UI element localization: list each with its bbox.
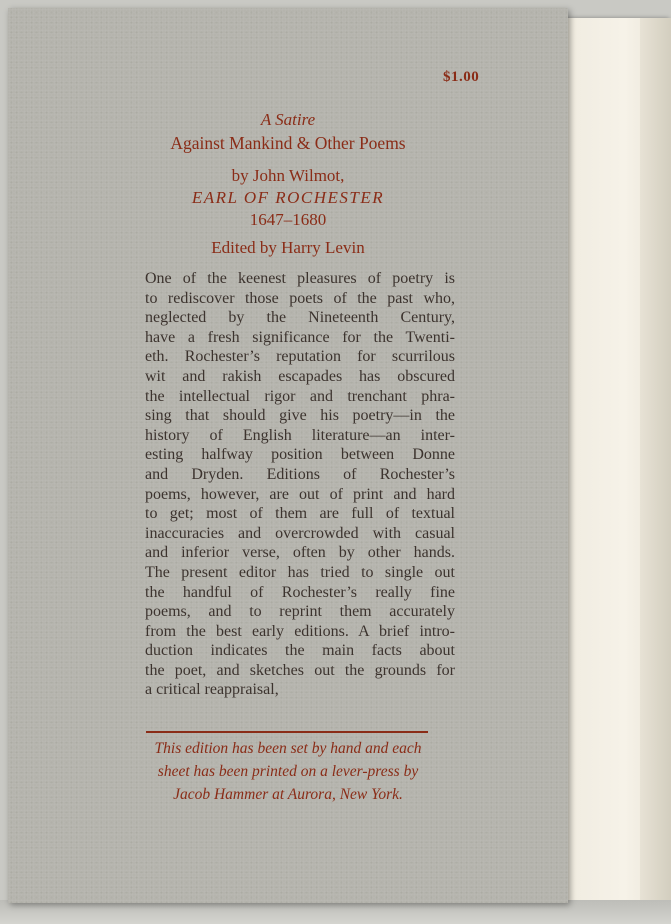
description-line: eth. Rochester’s reputation for scurrilous xyxy=(145,348,455,366)
description-line: from the best early editions. A brief intro- xyxy=(145,622,455,640)
description-line: and inferior verse, often by other hands. xyxy=(145,544,455,562)
description-line: have a fresh significance for the Twenti- xyxy=(145,328,455,346)
colophon-line: This edition has been set by hand and each xyxy=(154,740,422,757)
description-line: inaccuracies and overcrowded with casual xyxy=(145,524,455,542)
colophon-text xyxy=(8,737,568,806)
book-pages-edge xyxy=(640,18,671,918)
author-line: by John Wilmot, xyxy=(231,166,345,185)
description-line: poems, however, are out of print and hard xyxy=(145,485,455,503)
divider-rule xyxy=(146,731,428,733)
description-line: to rediscover those poets of the past who, xyxy=(145,289,455,307)
description-line: wit and rakish escapades has obscured xyxy=(145,367,455,385)
price: $1.00 xyxy=(443,69,480,85)
editor-credit: Edited by Harry Levin xyxy=(211,238,365,257)
colophon-line: sheet has been printed on a lever-press by xyxy=(157,763,419,780)
description-line: duction indicates the main facts about xyxy=(145,642,455,660)
bottom-shadow xyxy=(0,900,671,924)
author-dates: 1647–1680 xyxy=(249,210,327,229)
description-line: a critical reappraisal, xyxy=(145,681,279,699)
description-line: the intellectual rigor and trenchant phra- xyxy=(145,387,455,405)
description-line: the poet, and sketches out the grounds for xyxy=(145,661,455,679)
description-line: One of the keenest pleasures of poetry is xyxy=(145,270,455,287)
author-title: EARL OF ROCHESTER xyxy=(191,188,385,207)
description-line: sing that should give his poetry—in the xyxy=(145,407,455,425)
description-line: neglected by the Nineteenth Century, xyxy=(145,309,455,327)
description-line: the handful of Rochester’s really fine xyxy=(145,583,455,601)
description-text xyxy=(145,269,455,700)
title-line-1: A Satire xyxy=(260,110,316,129)
title-line-2: Against Mankind & Other Poems xyxy=(170,133,406,153)
colophon-line: Jacob Hammer at Aurora, New York. xyxy=(173,786,403,803)
description-line: to get; most of them are full of textual xyxy=(145,505,455,523)
description-line: history of English literature—an inter- xyxy=(145,426,455,444)
description-line: esting halfway position between Donne xyxy=(145,446,455,464)
description-line: and Dryden. Editions of Rochester’s xyxy=(145,465,455,483)
dust-jacket-back xyxy=(8,8,568,903)
description-line: poems, and to reprint them accurately xyxy=(145,603,455,621)
description-line: The present editor has tried to single out xyxy=(145,563,455,581)
